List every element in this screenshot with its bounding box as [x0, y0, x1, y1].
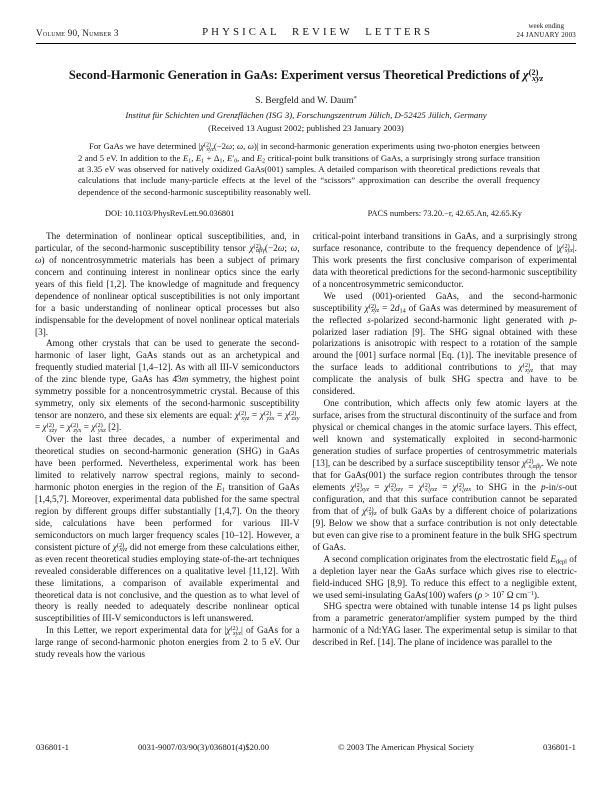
paragraph: One contribution, which affects only few atomic layers at the surface, arises from the structural discontinuity of the surface and from physical or chemical changes in the atomic surface layers. This effect, well known and systematically exploited in second-harmonic generation studies of surface properties of centrosymmetric materials [13], can be described by a surface susceptibility tensor $\chi^{(2)}_{s,\alpha\beta\gamma}$. We note that for GaAs(001) the surface region contributes through the tensor elements $\chi^{(2)}_{s,xyz} = \chi^{(2)}_{s,xzy} = \chi^{(2)}_{s,yxz} = \chi^{(2)}_{s,yzx}$ to SHG in the p-in/s-out configuration, and that this surface contribution cannot be separated from that of $\chi^{(2)}_{xyz}$ of bulk GaAs by a different choice of polarizations [9]. Below we show that a surface contribution is not only detectable but even can give rise to a prominent feature in the bulk SHG spectrum of GaAs.: [312, 399, 577, 553]
right-column: [313, 232, 578, 746]
doi-pacs-row: [105, 209, 522, 218]
page-number-left: 036801-1: [36, 742, 69, 752]
copyright-notice: © 2003 The American Physical Society: [338, 742, 474, 752]
authors-line: S. Bergfeld and W. Daum*: [255, 95, 357, 107]
week-ending-block: [516, 22, 576, 39]
paragraph: We used (001)-oriented GaAs, and the second-harmonic susceptibility $\chi^{(2)}_{xyz} = 2d_{14}$ of GaAs was determined by measurement of the reflected s-polarized second-harmonic light generated with p-polarized laser radiation [9]. The SHG signal obtained with these polarizations is anisotropic with respect to a rotation of the sample around the [001] surface normal [Eq. (1)]. The inevitable presence of the surface leads to additional contributions to $\chi^{(2)}_{xyz}$ that may complicate the analysis of bulk SHG spectra and have to be considered.: [312, 291, 577, 398]
issue-date: 24 JANUARY 2003: [516, 30, 576, 39]
article-body: [35, 232, 577, 746]
paragraph: In this Letter, we report experimental data for $|\chi^{(2)}_{xyz}|$ of GaAs for a large range of second-harmonic photon energies from 2 to 5 eV. Our study reveals how the various: [35, 625, 300, 661]
volume-issue: Volume 90, Number 3: [36, 28, 119, 39]
journal-title: PHYSICAL REVIEW LETTERS: [202, 26, 434, 39]
paragraph: SHG spectra were obtained with tunable intense 14 ps light pulses from a parametric generator/amplifier system pumped by the third harmonic of a Nd:YAG laser. The experimental setup is similar to that described in Ref. [14]. The plane of incidence was parallel to the: [312, 602, 577, 649]
issn-copyright-code: 0031-9007/03/90(3)/036801(4)$20.00: [137, 742, 270, 752]
week-ending-label: week ending: [528, 22, 565, 30]
paper-title: Second-Harmonic Generation in GaAs: Experiment versus Theoretical Predictions of $\chi^{(2)}_{xyz}$: [68, 67, 544, 84]
paragraph: Among other crystals that can be used to generate the second-harmonic of laser light, GaAs stands out as an archetypical and frequently studied material [1,4–12]. As with all III-V semiconductors of the zinc blende type, GaAs has 4̄3m symmetry, the highest point symmetry possible for a noncentrosymmetric crystal. Because of this symmetry, only six elements of the second-harmonic susceptibility tensor are nonzero, and these six elements are equal: $\chi^{(2)}_{xyz} = \chi^{(2)}_{yzx} = \chi^{(2)}_{zxy} = \chi^{(2)}_{xzy} = \chi^{(2)}_{zyx} = \chi^{(2)}_{yxz}$ [2].: [35, 339, 300, 434]
abstract-text: For GaAs we have determined $|\chi^{(2)}_{xyz}(-2\omega$; ω, ω)| in second-harmonic generation experiments using two-photon energies between 2 and 5 eV. In addition to the $E_1$, $E_1 + \Delta_1$, $E'_0$, and $E_2$ critical-point bulk transitions of GaAs, a surprisingly strong surface transition at 3.35 eV was observed for natively oxidized GaAs(001) samples. A detailed comparison with theoretical predictions reveals that calculations that include many-particle effects at the level of the “scissors” approximation can describe the overall frequency dependence of the second-harmonic susceptibility reasonably well.: [78, 141, 541, 197]
paragraph: The determination of nonlinear optical susceptibilities, and, in particular, of the second-harmonic susceptibility tensor $\chi^{(2)}_{\alpha\beta\gamma}(-2\omega$; ω, ω) of noncentrosymmetric materials has been a subject of primary concern and continuing interest in nonlinear optics since the early years of this field [1,2]. The knowledge of magnitude and frequency dependence of nonlinear optical susceptibilities is not only important for a basic understanding of nonlinear optical processes but also indispensable for the development of novel nonlinear optical materials [3].: [35, 231, 300, 338]
pacs-text: PACS numbers: 73.20.−r, 42.65.An, 42.65.Ky: [367, 208, 522, 218]
affiliation-line: Institut für Schichten und Grenzflächen (ISG 3), Forschungszentrum Jülich, D-52425 Jülich, Germany: [125, 110, 487, 121]
paragraph: Over the last three decades, a number of experimental and theoretical studies on second-harmonic generation (SHG) in GaAs have been performed. Nevertheless, experimental work has been limited to relatively narrow spectral regions, mainly to second-harmonic photon energies in the region of the $E_1$ transition of GaAs [1,4,5,7]. Moreover, experimental data published for the same spectral region by different groups differ substantially [1,4,7]. On the theory side, calculations have been performed for various III-V semiconductors on much larger frequency scales [10–12]. However, a consistent picture of $\chi^{(2)}_{xyz}$ did not emerge from these calculations either, as even recent theoretical studies employing state-of-the-art techniques revealed considerable differences on a qualitative level [11,12]. With these limitations, a comparison of available experimental and theoretical data is not conclusive, and the question as to what level of theory is really needed to adequately describe nonlinear optical susceptibilities of III-V semiconductors is left unanswered.: [35, 435, 300, 625]
paragraph: A second complication originates from the electrostatic field $E_{depl}$ of a depletion layer near the GaAs surface which gives rise to electric-field-induced SHG [8,9]. To reduce this effect to a negligible extent, we used semi-insulating GaAs(100) wafers ($\rho > 10^7$ Ω $cm^{-1}$).: [312, 554, 577, 601]
journal-masthead: [36, 22, 576, 44]
page-number-right: 036801-1: [543, 742, 576, 752]
paragraph-continuation: critical-point interband transitions in GaAs, and a surprisingly strong surface resonance, contribute to the frequency dependence of $|\chi^{(2)}_{xyz}|$. This work presents the first conclusive comparison of experimental data with theoretical predictions for the second-harmonic susceptibility of a noncentrosymmetric semiconductor.: [312, 231, 577, 290]
received-line: (Received 13 August 2002; published 23 January 2003): [208, 123, 404, 134]
page-footer: [36, 742, 576, 752]
doi-text: DOI: 10.1103/PhysRevLett.90.036801: [105, 208, 235, 218]
left-column: [35, 232, 300, 746]
